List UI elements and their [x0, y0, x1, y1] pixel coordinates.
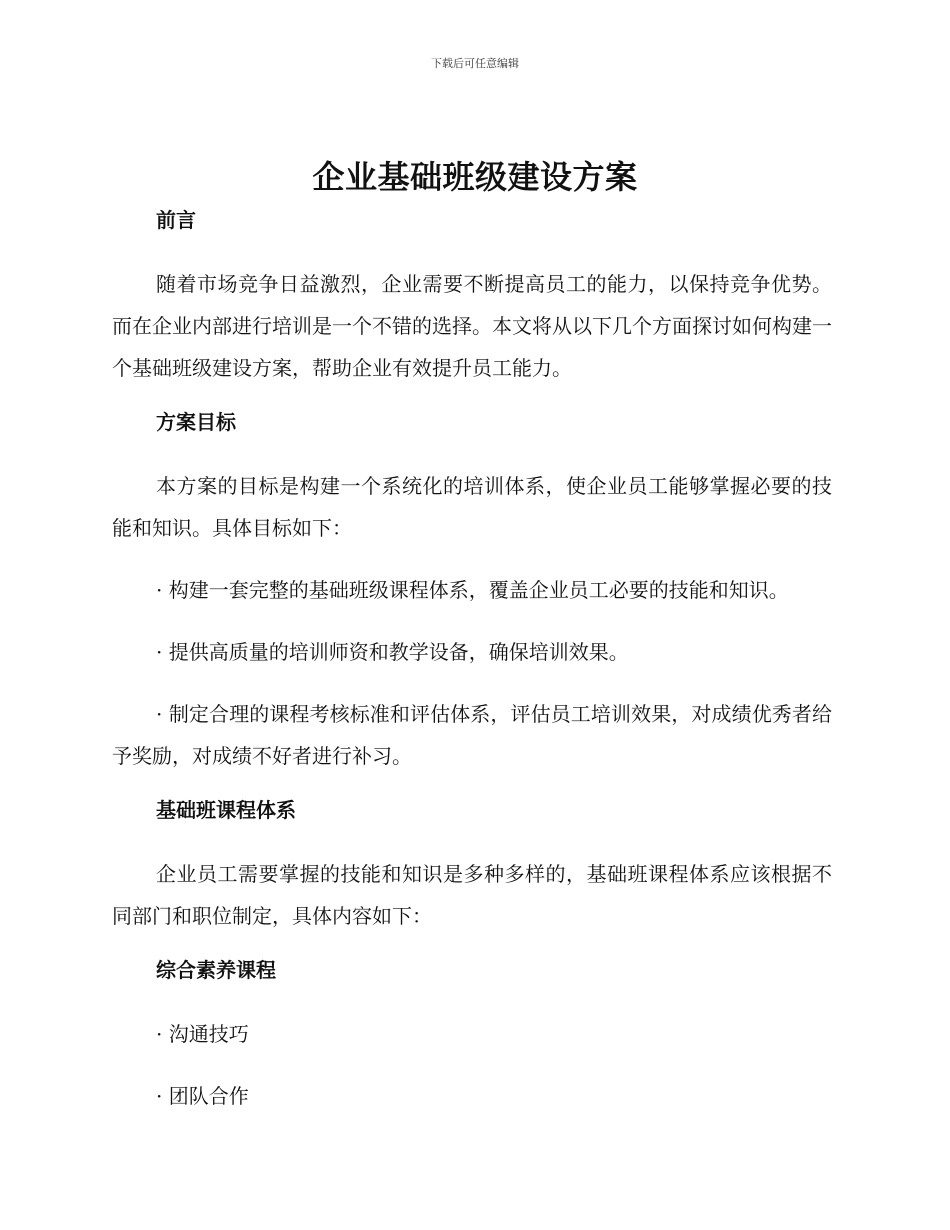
paragraph-goal: 本方案的目标是构建一个系统化的培训体系，使企业员工能够掌握必要的技能和知识。具体目标如下： — [112, 474, 832, 540]
document-title: 企业基础班级建设方案 — [312, 158, 638, 196]
paragraph-preface: 随着市场竞争日益激烈，企业需要不断提高员工的能力，以保持竞争优势。而在企业内部进行培训是一个不错的选择。本文将从以下几个方面探讨如何构建一个基础班级建设方案，帮助企业有效提升员工能力。 — [112, 272, 832, 380]
list-item-goal-1: · 构建一套完整的基础班级课程体系，覆盖企业员工必要的技能和知识。 — [156, 578, 789, 602]
section-heading-goal: 方案目标 — [156, 410, 236, 434]
paragraph-course: 企业员工需要掌握的技能和知识是多种多样的，基础班课程体系应该根据不同部门和职位制定，具体内容如下： — [112, 862, 832, 928]
section-heading-course: 基础班课程体系 — [156, 798, 296, 822]
document-body — [112, 205, 832, 1117]
list-item-goal-3: · 制定合理的课程考核标准和评估体系，评估员工培训效果，对成绩优秀者给予奖励，对成绩不好者进行补习。 — [112, 702, 832, 768]
list-item-general-1: · 沟通技巧 — [156, 1022, 249, 1046]
section-heading-general: 综合素养课程 — [156, 958, 276, 982]
section-heading-preface: 前言 — [156, 208, 196, 232]
header-note: 下载后可任意编辑 — [431, 57, 519, 70]
list-item-goal-2: · 提供高质量的培训师资和教学设备，确保培训效果。 — [156, 640, 629, 664]
list-item-general-2: · 团队合作 — [156, 1084, 249, 1108]
